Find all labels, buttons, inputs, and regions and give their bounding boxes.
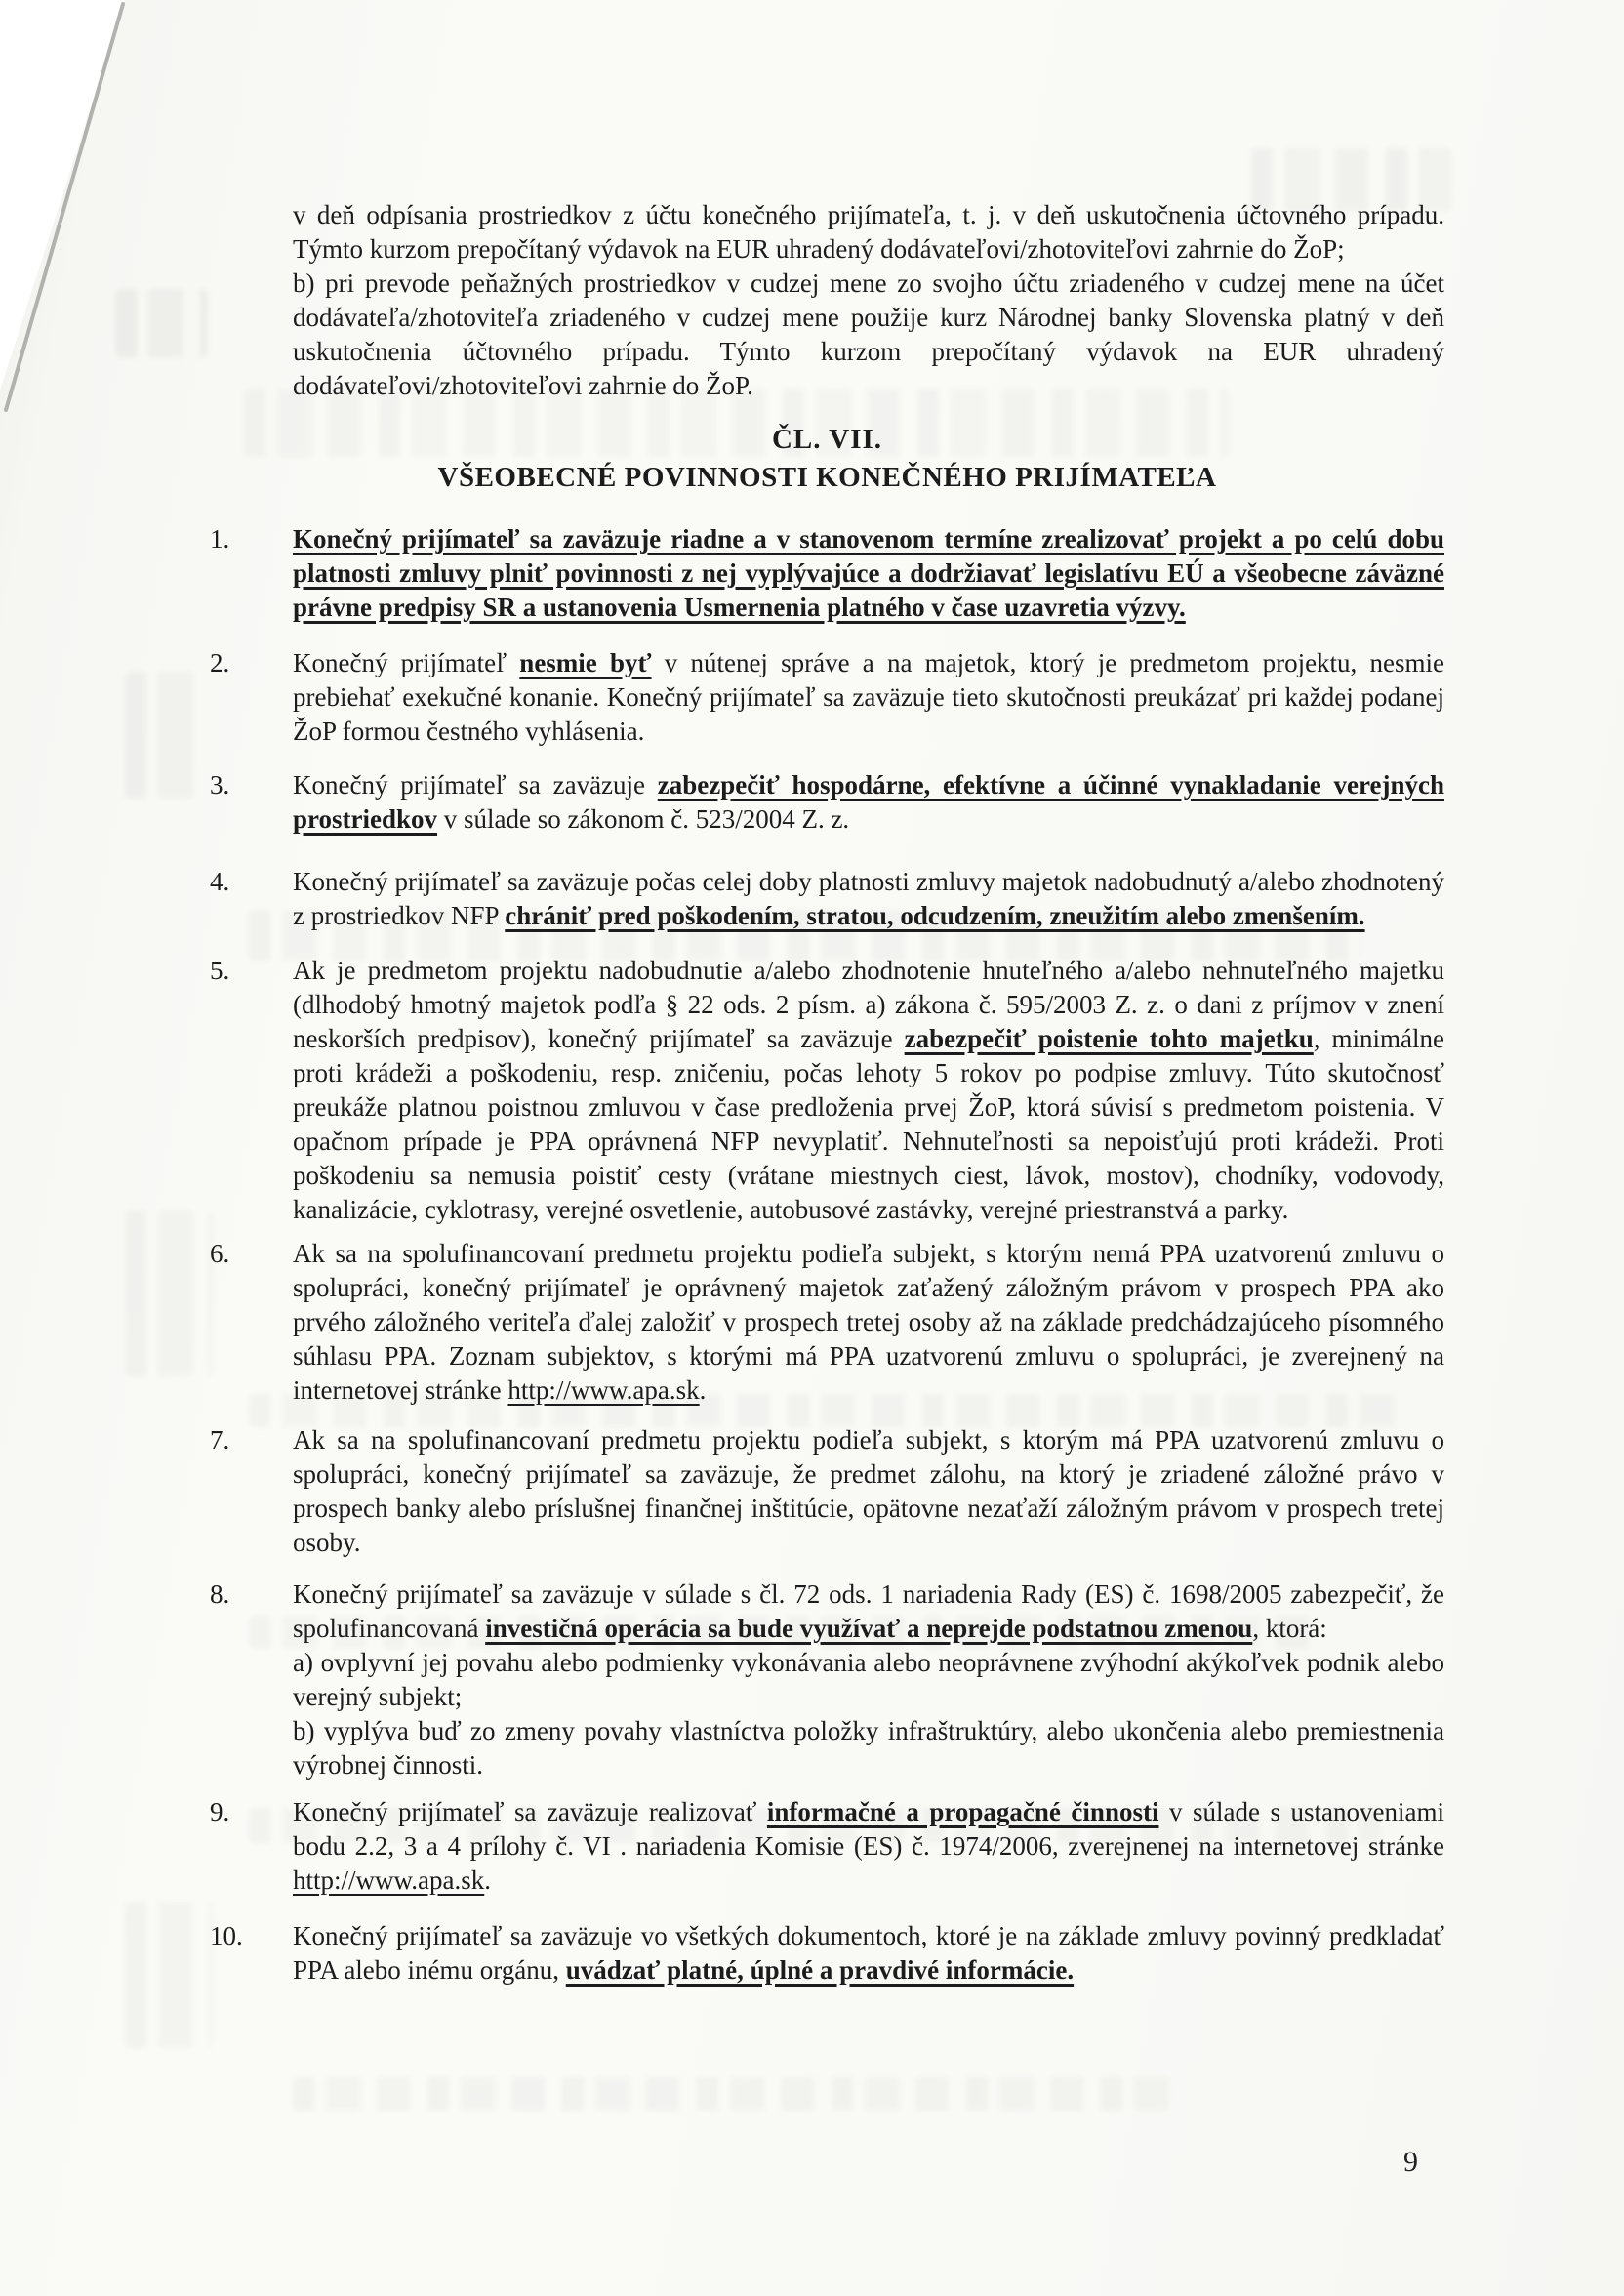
text-segment: http://www.apa.sk: [508, 1375, 700, 1405]
text-segment: b) pri prevode peňažných prostriedkov v cudzej mene zo svojho účtu zriadeného v cudzej mene na účet dodávateľa/zhotoviteľa zriadeného v cudzej mene použije kurz Národnej banky Slovenska platný v deň uskutočnenia účtovného prípadu. Týmto kurzom prepočítaný výdavok na EUR uhradený dodávateľovi/zhotoviteľovi zahrnie do ŽoP.: [293, 268, 1444, 400]
text-segment: Konečný prijímateľ sa zaväzuje počas celej doby platnosti zmluvy majetok nadobudnutý a/alebo zhodnotený z prostriedkov NFP: [293, 867, 1444, 930]
list-item-text: [293, 1919, 1444, 1988]
list-item-6: [210, 1237, 1444, 1408]
list-item-text: [293, 865, 1444, 933]
text-segment: Konečný prijímateľ: [293, 648, 520, 677]
list-item-sub-b: [293, 1714, 1444, 1783]
text-segment: , ktorá:: [1252, 1614, 1327, 1643]
text-segment: v súlade so zákonom č. 523/2004 Z. z.: [437, 804, 850, 834]
text-segment: chrániť pred poškodením, stratou, odcudzením, zneužitím alebo zmenšením.: [505, 901, 1365, 930]
list-item-text: [293, 1423, 1444, 1560]
bleedthrough-smudge: [125, 1210, 213, 1376]
text-segment: investičná operácia sa bude využívať a neprejde podstatnou zmenou: [485, 1614, 1253, 1643]
list-item-text: [293, 1795, 1444, 1898]
text-segment: informačné a propagačné činnosti: [766, 1797, 1159, 1826]
text-segment: Ak sa na spolufinancovaní predmetu projektu podieľa subjekt, s ktorým má PPA uzatvorenú zmluvu o spolupráci, konečný prijímateľ sa zaväzuje, že predmet zálohu, na ktorý je zriadené záložné právo v prospech banky alebo príslušnej finančnej inštitúcie, opätovne nezaťaží záložným právom v prospech tretej osoby.: [293, 1425, 1444, 1557]
article-heading: [210, 423, 1444, 495]
text-segment: Ak je predmetom projektu nadobudnutie a/alebo zhodnotenie hnuteľného a/alebo nehnuteľného majetku (dlhodobý hmotný majetok podľa § 22 ods. 2 písm. a) zákona č. 595/2003 Z. z. o dani z príjmov v znení neskorších predpisov), konečný prijímateľ sa zaväzuje: [293, 956, 1444, 1053]
list-item-number: 1.: [210, 524, 230, 554]
list-item-8: [210, 1578, 1444, 1783]
text-segment: a) ovplyvní jej povahu alebo podmienky vykonávania alebo neoprávnene zvýhodní akýkoľvek podnik alebo verejný subjekt;: [293, 1648, 1444, 1711]
text-segment: zabezpečiť poistenie tohto majetku: [904, 1024, 1314, 1053]
list-item-1: [210, 522, 1444, 625]
list-item-4: [210, 865, 1444, 933]
list-item-number: 6.: [210, 1239, 230, 1268]
text-segment: nesmie byť: [519, 648, 652, 677]
text-segment: , minimálne proti krádeži a poškodeniu, resp. zničeniu, počas lehoty 5 rokov po podpise zmluvy. Túto skutočnosť preukáže platnou poistnou zmluvou v čase predloženia prvej ŽoP, ktorá súvisí s predmetom poistenia. V opačnom prípade je PPA oprávnená NFP nevyplatiť. Nehnuteľnosti sa nepoisťujú proti krádeži. Proti poškodeniu sa nemusia poistiť cesty (vrátane miestnych ciest, lávok, mostov), chodníky, vodovody, kanalizácie, cyklotrasy, verejné osvetlenie, autobusové zastávky, verejné priestranstvá a parky.: [293, 1024, 1444, 1224]
text-segment: Konečný prijímateľ sa zaväzuje: [293, 770, 658, 800]
list-item-text: [293, 1578, 1444, 1646]
list-item-number: 7.: [210, 1425, 230, 1455]
page-number: 9: [1403, 2146, 1418, 2178]
list-item-number: 4.: [210, 867, 230, 896]
text-segment: Konečný prijímateľ sa zaväzuje realizovať: [293, 1797, 767, 1826]
list-item-number: 8.: [210, 1579, 230, 1609]
page-corner-edge-line: [0, 0, 195, 420]
list-item-text: [293, 522, 1444, 625]
text-segment: uvádzať platné, úplné a pravdivé informácie.: [565, 1955, 1075, 1985]
text-segment: http://www.apa.sk: [293, 1866, 485, 1895]
list-item-text: [293, 954, 1444, 1227]
article-number: ČL. VII.: [771, 424, 883, 455]
list-item-9: [210, 1795, 1444, 1898]
intro-paragraph-b: [293, 266, 1444, 403]
list-item-number: 5.: [210, 956, 230, 985]
text-segment: Konečný prijímateľ sa zaväzuje riadne a v stanovenom termíne zrealizovať projekt a po celú dobu platnosti zmluvy plniť povinnosti z nej vyplývajúce a dodržiavať legislatívu EÚ a všeobecne záväzné právne predpisy SR a ustanovenia Usmernenia platného v čase uzavretia výzvy.: [293, 524, 1444, 622]
intro-paragraphs: [293, 198, 1444, 403]
document-body: [210, 198, 1444, 1988]
text-segment: v deň odpísania prostriedkov z účtu konečného prijímateľa, t. j. v deň uskutočnenia účtovného prípadu. Týmto kurzom prepočítaný výdavok na EUR uhradený dodávateľovi/zhotoviteľovi zahrnie do ŽoP;: [293, 200, 1444, 264]
list-item-3: [210, 768, 1444, 837]
list-item-5: [210, 954, 1444, 1227]
text-segment: Konečný prijímateľ sa zaväzuje v súlade s čl. 72 ods. 1 nariadenia Rady (ES) č. 1698/2005 zabezpečiť, že spolufinancovaná: [293, 1579, 1444, 1643]
list-item-number: 3.: [210, 770, 230, 800]
text-segment: v nútenej správe a na majetok, ktorý je predmetom projektu, nesmie prebiehať exekučné konanie. Konečný prijímateľ sa zaväzuje tieto skutočnosti preukázať pri každej podanej ŽoP formou čestného vyhlásenia.: [293, 648, 1444, 746]
list-item-text: [293, 646, 1444, 749]
text-segment: Ak sa na spolufinancovaní predmetu projektu podieľa subjekt, s ktorým nemá PPA uzatvorenú zmluvu o spolupráci, konečný prijímateľ je oprávnený majetok zaťažený záložným právom v prospech PPA ako prvého záložného veriteľa ďalej založiť v prospech tretej osoby až na základe predchádzajúceho písomného súhlasu PPA. Zoznam subjektov, s ktorými má PPA uzatvorenú zmluvu o spolupráci, je zverejnený na internetovej stránke: [293, 1239, 1444, 1405]
list-item-number: 10.: [210, 1921, 243, 1950]
list-item-7: [210, 1423, 1444, 1560]
list-item-2: [210, 646, 1444, 749]
list-item-10: [210, 1919, 1444, 1988]
list-item-number: 9.: [210, 1797, 230, 1826]
text-segment: zabezpečiť hospodárne, efektívne a účinné vynakladanie verejných prostriedkov: [293, 770, 1444, 834]
text-segment: .: [484, 1866, 491, 1895]
bleedthrough-smudge: [293, 2077, 1171, 2111]
text-segment: v súlade s ustanoveniami bodu 2.2, 3 a 4 prílohy č. VI . nariadenia Komisie (ES) č. 1974/2006, zverejnenej na internetovej stránke: [293, 1797, 1445, 1861]
list-item-number: 2.: [210, 648, 230, 677]
list-item-sub-a: [293, 1646, 1444, 1714]
text-segment: .: [699, 1375, 707, 1405]
list-item-text: [293, 768, 1444, 837]
article-title: VŠEOBECNÉ POVINNOSTI KONEČNÉHO PRIJÍMATEĽA: [437, 462, 1217, 493]
intro-paragraph-a: [293, 198, 1444, 266]
bleedthrough-smudge: [125, 1902, 213, 2048]
list-item-text: [293, 1237, 1444, 1408]
text-segment: Konečný prijímateľ sa zaväzuje vo všetkých dokumentoch, ktoré je na základe zmluvy povinný predkladať PPA alebo inému orgánu,: [293, 1921, 1444, 1985]
bleedthrough-smudge: [125, 672, 208, 799]
text-segment: b) vyplýva buď zo zmeny povahy vlastníctva položky infraštruktúry, alebo ukončenia alebo premiestnenia výrobnej činnosti.: [293, 1716, 1444, 1780]
